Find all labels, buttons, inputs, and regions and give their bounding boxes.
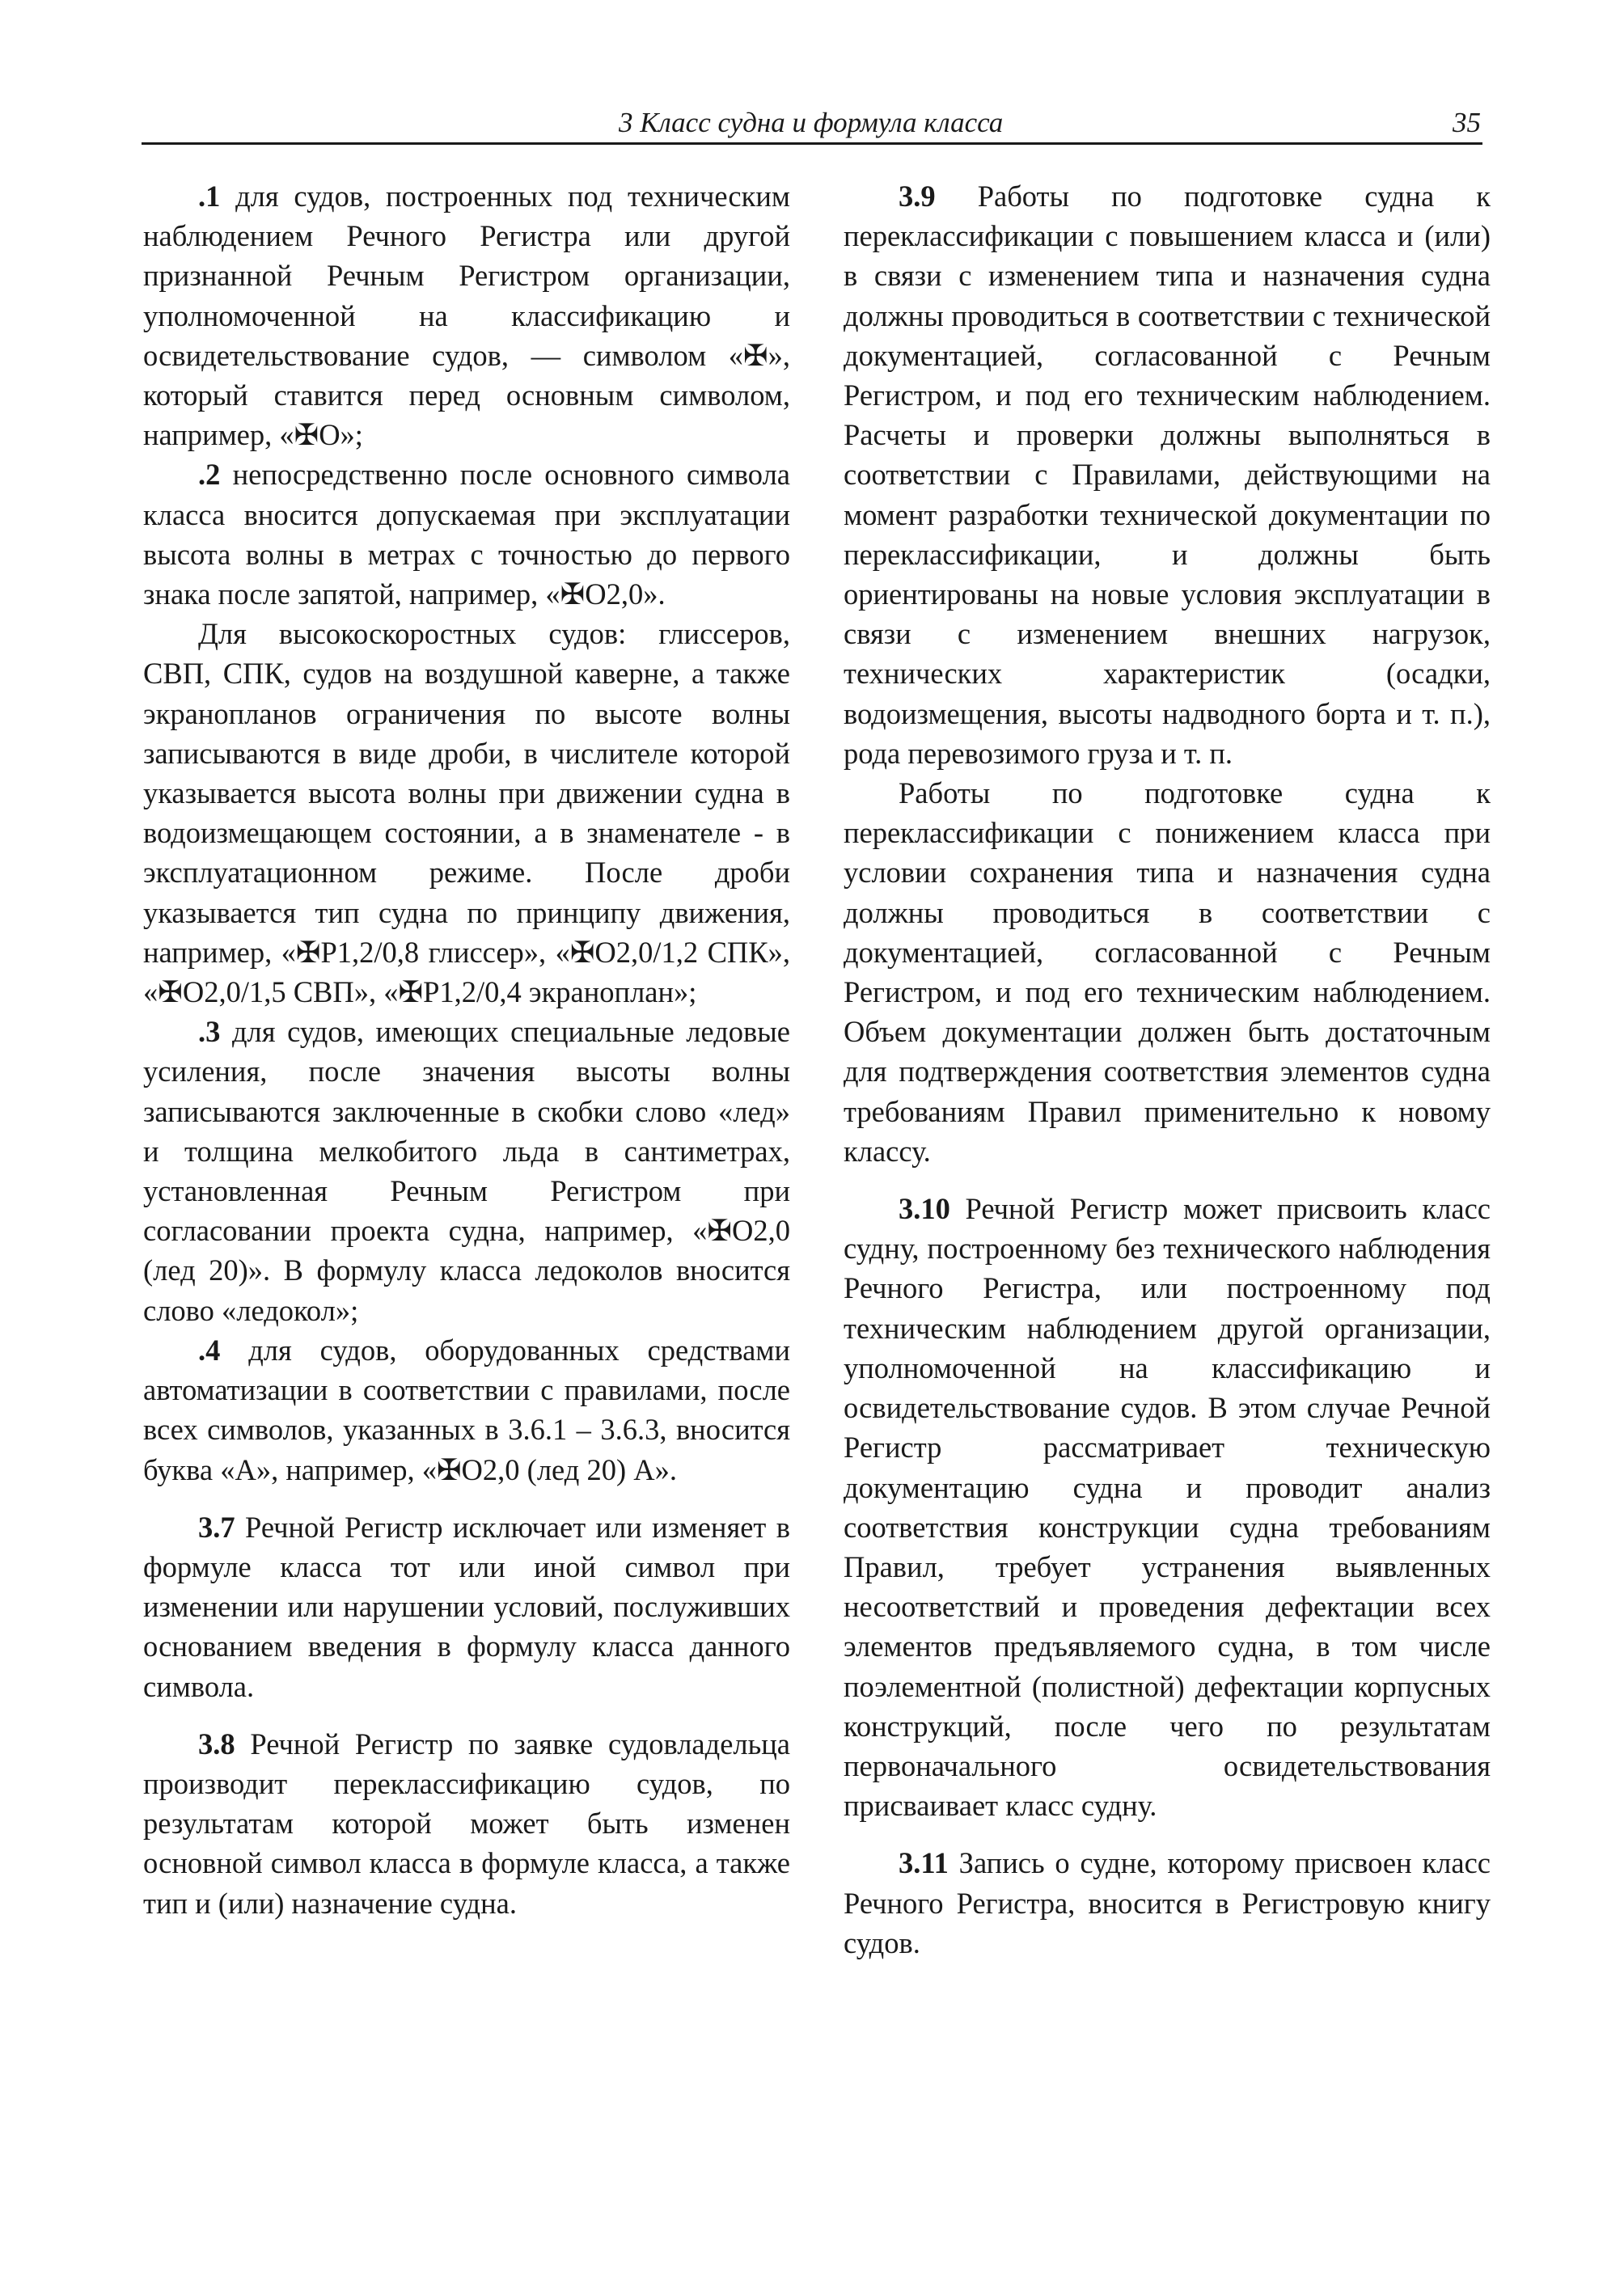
paragraph-text: Запись о судне, которому присвоен класс Речного Регистра, вносится в Регистровую книгу судов. [844,1846,1491,1959]
section-3-7 [143,1507,790,1706]
paragraph-item-3 [143,1012,790,1330]
paragraph-text: Работы по подготовке судна к переклассификации с понижением класса при условии сохранения типа и назначения судна должны проводиться в соответствии с документацией, согласованной с Речным Регистром, и под его техническим наблюдением. Объем документации должен быть достаточным для подтверждения соответствия элементов судна требованиям Правил применительно к новому классу. [844,776,1491,1168]
right-column [844,176,1491,1963]
running-header [142,104,1482,145]
paragraph-text: для судов, имеющих специальные ледовые усиления, после значения высоты волны записываются заключенные в скобки слово «лед» и толщина мелкобитого льда в сантиметрах, установленная Речным Регистром при согласовании проекта судна, например, «✠О2,0 (лед 20)». В формулу класса ледоколов вносится слово «ледокол»; [143,1015,790,1327]
paragraph-high-speed [143,614,790,1012]
page-number: 35 [1453,107,1481,138]
header-title: 3 Класс судна и формула класса [619,107,1004,138]
paragraph-downgrade [844,773,1491,1171]
paragraph-text: для судов, построенных под техническим наблюдением Речного Регистра или другой признанной Речным Регистром организации, уполномоченной на классификацию и освидетельствование судов, — символом «✠», который ставится перед основным символом, например, «✠О»; [143,180,790,452]
item-number: .2 [198,458,221,492]
paragraph-text: непосредственно после основного символа класса вносится допускаемая при эксплуатации высота волны в метрах с точностью до первого знака после запятой, например, «✠О2,0». [143,458,790,611]
paragraph-item-4 [143,1330,790,1490]
section-number: 3.8 [198,1727,235,1761]
paragraph-text: Для высокоскоростных судов: глиссеров, СВП, СПК, судов на воздушной каверне, а также экранопланов ограничения по высоте волны записываются в виде дроби, в числителе которой указывается высота волны при движении судна в водоизмещающем состоянии, а в знаменателе - в эксплуатационном режиме. После дроби указывается тип судна по принципу движения, например, «✠Р1,2/0,8 глиссер», «✠О2,0/1,2 СПК», «✠О2,0/1,5 СВП», «✠Р1,2/0,4 экраноплан»; [143,617,790,1009]
section-3-8 [143,1724,790,1923]
item-number: .4 [198,1333,221,1367]
left-column [143,176,790,1923]
section-number: 3.7 [198,1510,235,1544]
section-number: 3.10 [899,1192,950,1226]
paragraph-item-1 [143,176,790,454]
item-number: .1 [198,180,221,213]
section-number: 3.9 [899,180,936,213]
paragraph-text: Речной Регистр по заявке судовладельца производит переклассификацию судов, по результатам которой может быть изменен основной символ класса в формуле класса, а также тип и (или) назначение судна. [143,1727,790,1920]
section-3-9 [844,176,1491,773]
paragraph-text: Речной Регистр исключает или изменяет в формуле класса тот или иной символ при изменении или нарушении условий, послуживших основанием введения в формулу класса данного символа. [143,1510,790,1703]
section-3-11 [844,1843,1491,1963]
section-number: 3.11 [899,1846,949,1880]
paragraph-item-2 [143,454,790,614]
paragraph-text: для судов, оборудованных средствами автоматизации в соответствии с правилами, после всех символов, указанных в 3.6.1 – 3.6.3, вносится буква «А», например, «✠О2,0 (лед 20) А». [143,1333,790,1486]
section-3-10 [844,1189,1491,1825]
paragraph-text: Работы по подготовке судна к переклассификации с повышением класса и (или) в связи с изменением типа и назначения судна должны проводиться в соответствии с технической документацией, согласованной с Речным Регистром, и под его техническим наблюдением. Расчеты и проверки должны выполняться в соответствии с Правилами, действующими на момент разработки технической документации по переклассификации, и должны быть ориентированы на новые условия эксплуатации в связи с изменением внешних нагрузок, технических характеристик (осадки, водоизмещения, высоты надводного борта и т. п.), рода перевозимого груза и т. п. [844,180,1491,770]
paragraph-text: Речной Регистр может присвоить класс судну, построенному без технического наблюдения Речного Регистра, или построенному под техническим наблюдением другой организации, уполномоченной на классификацию и освидетельствование судов. В этом случае Речной Регистр рассматривает техническую документацию судна и проводит анализ соответствия конструкции судна требованиям Правил, требует устранения выявленных несоответствий и проведения дефектации всех элементов предъявляемого судна, в том числе поэлементной (полистной) дефектации корпусных конструкций, после чего по результатам первоначального освидетельствования присваивает класс судну. [844,1192,1491,1823]
item-number: .3 [198,1015,221,1049]
